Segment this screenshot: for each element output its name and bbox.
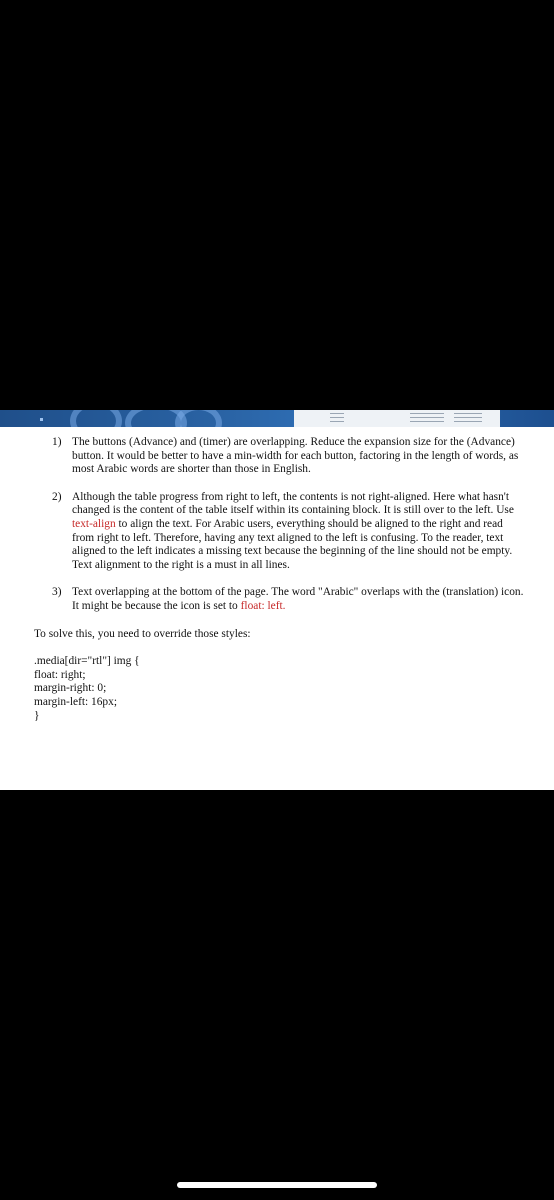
document-body [0, 436, 554, 723]
issue-item-2 [0, 491, 554, 573]
item-number: 2) [52, 490, 62, 503]
item-number: 1) [52, 436, 62, 448]
issue-list [0, 436, 554, 614]
issue-item-3 [0, 586, 554, 613]
issue-item-1 [0, 436, 554, 477]
item-number: 3) [52, 586, 62, 599]
home-indicator[interactable] [177, 1182, 377, 1188]
banner-table-thumbnail [294, 410, 500, 427]
banner-swirl-decoration [70, 410, 122, 427]
solution-intro: To solve this, you need to override those styles: [34, 627, 251, 640]
item-text: Although the table progress from right to left, the contents is not right-aligned. Here what hasn't changed is the content of the table itself within its containing block. It is still over to the left. Use [72, 490, 514, 517]
item-text: The buttons (Advance) and (timer) are overlapping. Reduce the expansion size for the (Advance) button. It would be better to have a min-width for each button, factoring in the length of words, as most Arabic words are shorter than those in English. [72, 436, 519, 476]
item-text: Text overlapping at the bottom of the page. The word "Arabic" overlaps with the (translation) icon. It might be because the icon is set to [72, 586, 524, 612]
css-code-snippet: .media[dir="rtl"] img { float: right; margin-right: 0; margin-left: 16px; } [34, 655, 140, 722]
highlight-text-align: text-align [72, 517, 116, 530]
document-page [0, 410, 554, 790]
item-text: to align the text. For Arabic users, everything should be aligned to the right and read from right to left. Therefore, having any text aligned to the left is confusing. To the reader, text aligned to the left indicates a missing text because the beginning of the line should not be empty. Text alignment to the right is a must in all lines. [72, 517, 513, 571]
banner-swirl-decoration [175, 410, 222, 427]
header-banner-image [0, 410, 554, 427]
banner-marker [40, 418, 43, 421]
highlight-float-left: float: left. [240, 599, 286, 612]
